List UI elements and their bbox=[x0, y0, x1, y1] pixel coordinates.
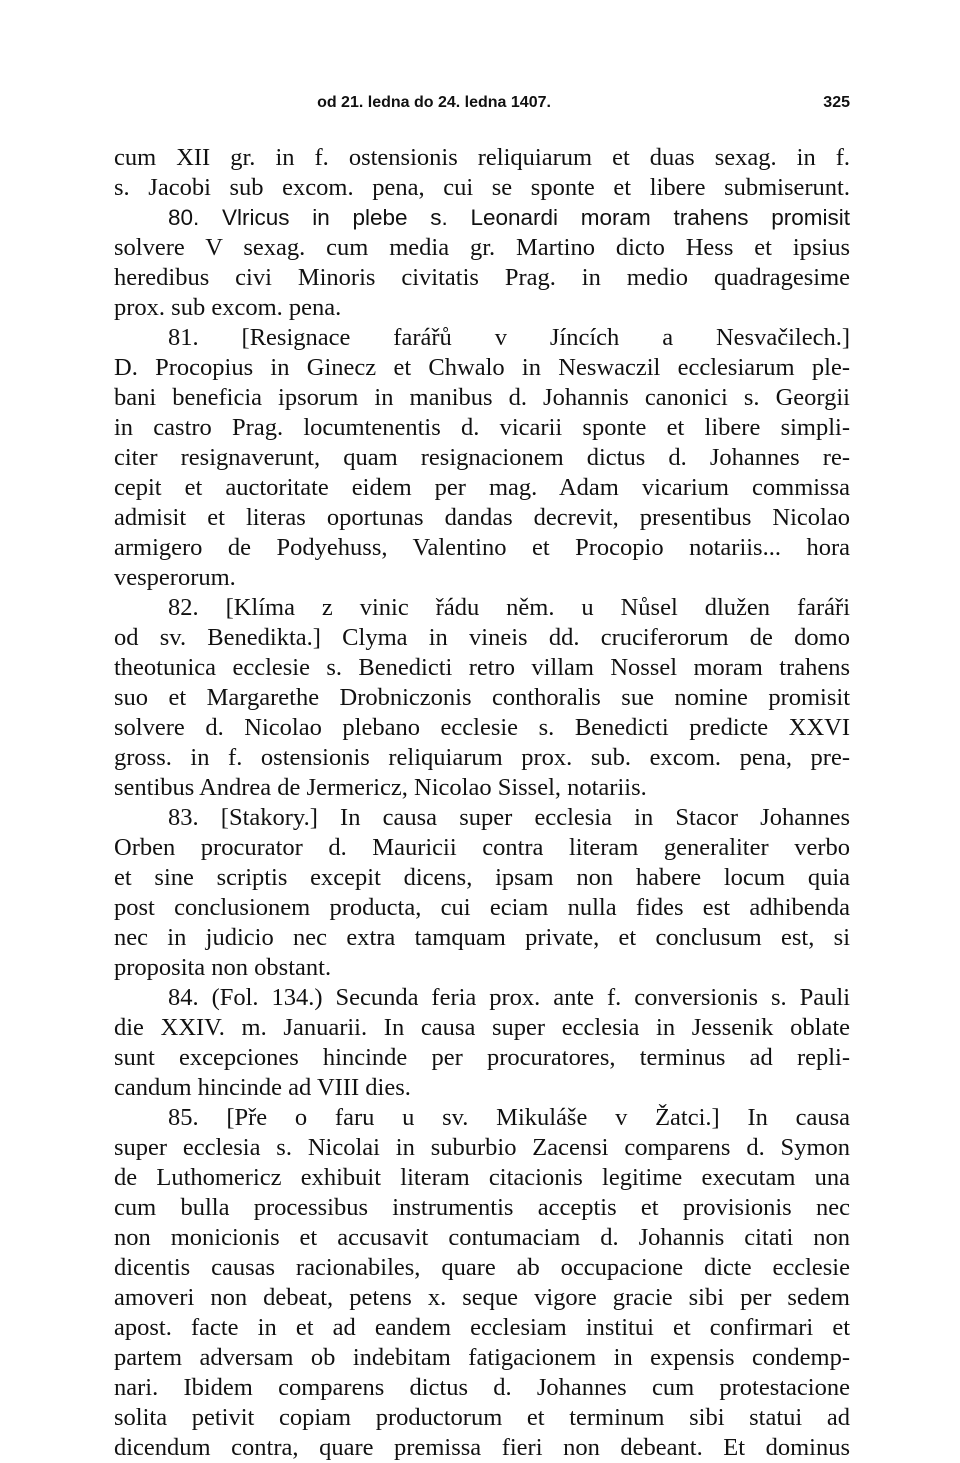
text-line: cepit et auctoritate eidem per mag. Adam vicarium commissa bbox=[114, 474, 850, 501]
text-line: theotunica ecclesie s. Benedicti retro villam Nossel moram trahens bbox=[114, 654, 850, 681]
text-line: de Luthomericz exhibuit literam citacionis legitime executam una bbox=[114, 1164, 850, 1191]
text-line: nec in judicio nec extra tamquam private, et conclusum est, si bbox=[114, 924, 850, 951]
text-line: nari. Ibidem comparens dictus d. Johannes cum protestacione bbox=[114, 1374, 850, 1401]
text-line: prox. sub excom. pena. bbox=[114, 294, 342, 321]
text-line: gross. in f. ostensionis reliquiarum prox. sub. excom. pena, pre- bbox=[114, 744, 850, 771]
text-line: apost. facte in et ad eandem ecclesiam institui et confirmari et bbox=[114, 1314, 850, 1341]
text-line: D. Procopius in Ginecz et Chwalo in Neswaczil ecclesiarum ple- bbox=[114, 354, 850, 381]
text-line: proposita non obstant. bbox=[114, 954, 332, 981]
text-line: sentibus Andrea de Jermericz, Nicolao Sissel, notariis. bbox=[114, 774, 647, 801]
text-line: heredibus civi Minoris civitatis Prag. in medio quadragesime bbox=[114, 264, 850, 291]
text-line: armigero de Podyehuss, Valentino et Procopio notariis... hora bbox=[114, 534, 850, 561]
text-line: sunt excepciones hincinde per procuratores, terminus ad repli- bbox=[114, 1044, 850, 1071]
text-line: admisit et literas oportunas dandas decrevit, presentibus Nicolao bbox=[114, 504, 850, 531]
text-line: 82. [Klíma z vinic řádu něm. u Nůsel dlužen faráři bbox=[168, 594, 850, 621]
text-line: cum bulla processibus instrumentis acceptis et provisionis nec bbox=[114, 1194, 850, 1221]
text-line: et sine scriptis excepit dicens, ipsam non habere locum quia bbox=[114, 864, 850, 891]
page-header bbox=[114, 91, 850, 115]
text-line: vesperorum. bbox=[114, 564, 236, 591]
text-line: 80. Vlricus in plebe s. Leonardi moram trahens promisit bbox=[168, 205, 850, 230]
text-line: solita petivit copiam productorum et terminum sibi statui ad bbox=[114, 1404, 850, 1431]
text-line: solvere d. Nicolao plebano ecclesie s. Benedicti predicte XXVI bbox=[114, 714, 850, 741]
body-text bbox=[114, 143, 850, 1463]
running-title: od 21. ledna do 24. ledna 1407. bbox=[317, 94, 551, 111]
text-line: non monicionis et accusavit contumaciam d. Johannis citati non bbox=[114, 1224, 850, 1251]
text-line: 84. (Fol. 134.) Secunda feria prox. ante f. conversionis s. Pauli bbox=[168, 984, 850, 1011]
text-line: dicendum contra, quare premissa fieri non debeant. Et dominus bbox=[114, 1434, 850, 1461]
text-line: cum XII gr. in f. ostensionis reliquiarum et duas sexag. in f. bbox=[114, 144, 850, 171]
text-line: solvere V sexag. cum media gr. Martino dicto Hess et ipsius bbox=[114, 234, 850, 261]
text-line: suo et Margarethe Drobniczonis conthoralis sue nomine promisit bbox=[114, 684, 850, 711]
text-line: die XXIV. m. Januarii. In causa super ecclesia in Jessenik oblate bbox=[114, 1014, 850, 1041]
text-line: bani beneficia ipsorum in manibus d. Johannis canonici s. Georgii bbox=[114, 384, 850, 411]
text-line: 85. [Pře o faru u sv. Mikuláše v Žatci.] In causa bbox=[168, 1104, 850, 1131]
text-line: candum hincinde ad VIII dies. bbox=[114, 1074, 411, 1101]
text-line: s. Jacobi sub excom. pena, cui se sponte et libere submiserunt. bbox=[114, 174, 850, 201]
text-line: citer resignaverunt, quam resignacionem dictus d. Johannes re- bbox=[114, 444, 850, 471]
text-line: partem adversam ob indebitam fatigacionem in expensis condemp- bbox=[114, 1344, 850, 1371]
text-line: 83. [Stakory.] In causa super ecclesia in Stacor Johannes bbox=[168, 804, 850, 831]
text-line: amoveri non debeat, petens x. seque vigore gracie sibi per sedem bbox=[114, 1284, 850, 1311]
text-line: in castro Prag. locumtenentis d. vicarii sponte et libere simpli- bbox=[114, 414, 850, 441]
text-line: od sv. Benedikta.] Clyma in vineis dd. cruciferorum de domo bbox=[114, 624, 850, 651]
text-line: post conclusionem producta, cui eciam nulla fides est adhibenda bbox=[114, 894, 850, 921]
text-line: 81. [Resignace farářů v Jíncích a Nesvačilech.] bbox=[168, 324, 850, 351]
text-line: dicentis causas racionabiles, quare ab occupacione dicte ecclesie bbox=[114, 1254, 850, 1281]
text-line: Orben procurator d. Mauricii contra literam generaliter verbo bbox=[114, 834, 850, 861]
page-number: 325 bbox=[823, 94, 850, 111]
text-line: super ecclesia s. Nicolai in suburbio Zacensi comparens d. Symon bbox=[114, 1134, 850, 1161]
